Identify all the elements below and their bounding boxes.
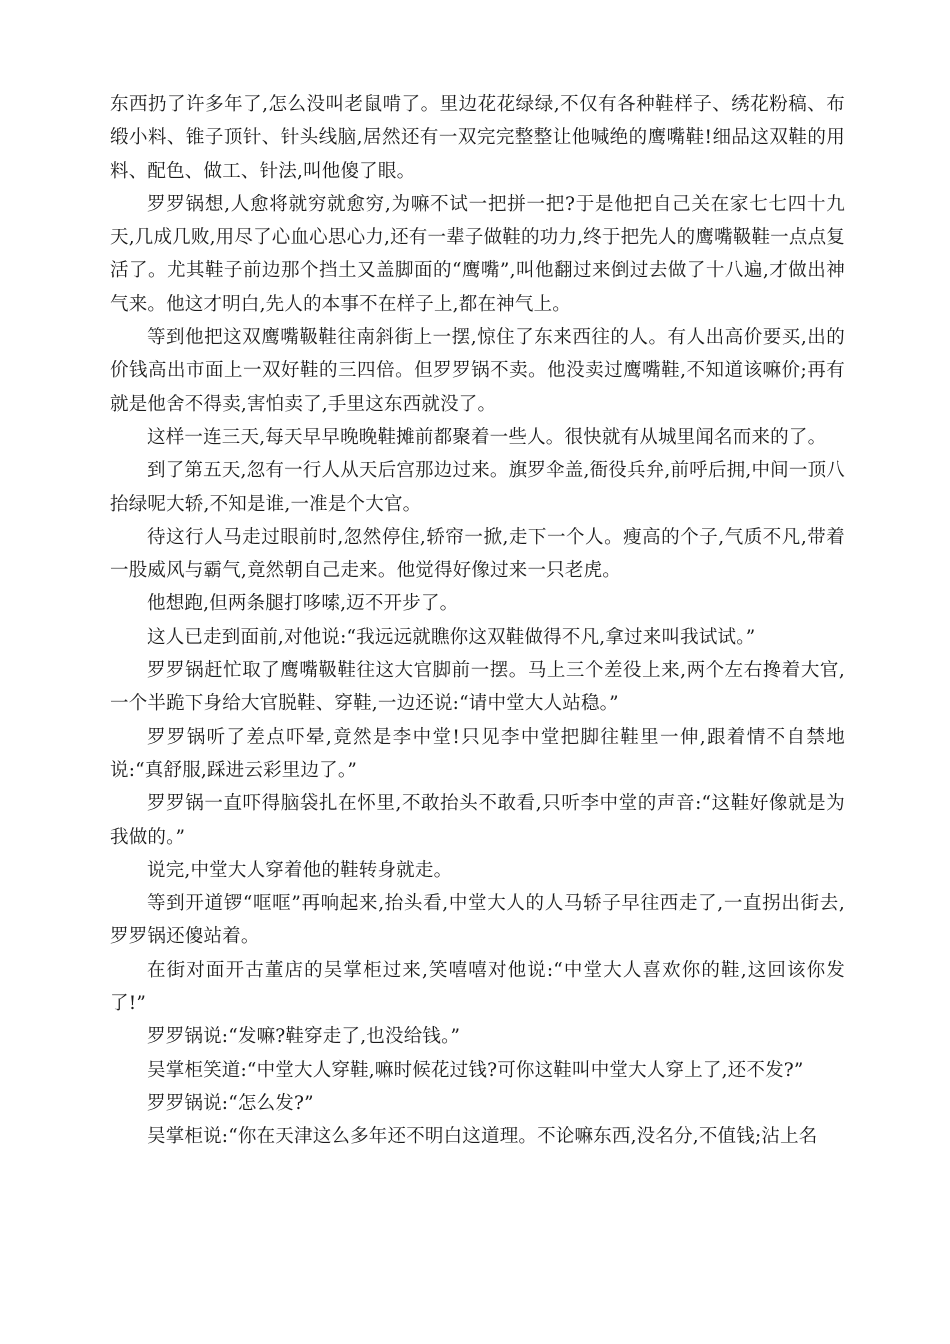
paragraph-8: 这人已走到面前,对他说:“我远远就瞧你这双鞋做得不凡,拿过来叫我试试。” <box>147 626 756 648</box>
article-body <box>110 88 845 1154</box>
paragraph-12: 说完,中堂大人穿着他的鞋转身就走。 <box>147 859 453 881</box>
paragraph-10: 罗罗锅听了差点吓晕,竟然是李中堂!只见李中堂把脚往鞋里一伸,跟着情不自禁地说:“真舒服,踩进云彩里边了。” <box>110 726 845 781</box>
paragraph-2: 罗罗锅想,人愈将就穷就愈穷,为嘛不试一把拼一把?于是他把自己关在家七七四十九天,几成几败,用尽了心血心思心力,还有一辈子做鞋的功力,终于把先人的鹰嘴靸鞋一点点复活了。尤其鞋子前边那个挡土又盖脚面的“鹰嘴”,叫他翻过来倒过去做了十八遍,才做出神气来。他这才明白,先人的本事不在样子上,都在神气上。 <box>110 193 845 315</box>
paragraph-4: 这样一连三天,每天早早晚晚鞋摊前都聚着一些人。很快就有从城里闻名而来的了。 <box>147 426 827 448</box>
paragraph-7: 他想跑,但两条腿打哆嗦,迈不开步了。 <box>147 593 459 615</box>
paragraph-17: 罗罗锅说:“怎么发?” <box>147 1092 314 1114</box>
paragraph-6: 待这行人马走过眼前时,忽然停住,轿帘一掀,走下一个人。瘦高的个子,气质不凡,带着一股威风与霸气,竟然朝自己走来。他觉得好像过来一只老虎。 <box>110 526 845 582</box>
paragraph-13: 等到开道锣“哐哐”再响起来,抬头看,中堂大人的人马轿子早往西走了,一直拐出街去,罗罗锅还傻站着。 <box>110 893 845 948</box>
paragraph-18: 吴掌柜说:“你在天津这么多年还不明白这道理。不论嘛东西,没名分,不值钱;沾上名 <box>147 1126 818 1148</box>
paragraph-14: 在街对面开古董店的吴掌柜过来,笑嘻嘻对他说:“中堂大人喜欢你的鞋,这回该你发了!” <box>110 959 845 1015</box>
paragraph-5: 到了第五天,忽有一行人从天后宫那边过来。旗罗伞盖,衙役兵弁,前呼后拥,中间一顶八抬绿呢大轿,不知是谁,一准是个大官。 <box>110 460 845 515</box>
paragraph-11: 罗罗锅一直吓得脑袋扎在怀里,不敢抬头不敢看,只听李中堂的声音:“这鞋好像就是为我做的。” <box>110 793 845 848</box>
paragraph-9: 罗罗锅赶忙取了鹰嘴靸鞋往这大官脚前一摆。马上三个差役上来,两个左右搀着大官,一个半跪下身给大官脱鞋、穿鞋,一边还说:“请中堂大人站稳。” <box>110 660 845 715</box>
paragraph-1: 东西扔了许多年了,怎么没叫老鼠啃了。里边花花绿绿,不仅有各种鞋样子、绣花粉稿、布缎小料、锥子顶针、针头线脑,居然还有一双完完整整让他喊绝的鹰嘴鞋!细品这双鞋的用料、配色、做工、针法,叫他傻了眼。 <box>110 94 845 182</box>
paragraph-16: 吴掌柜笑道:“中堂大人穿鞋,嘛时候花过钱?可你这鞋叫中堂大人穿上了,还不发?” <box>147 1059 804 1081</box>
paragraph-15: 罗罗锅说:“发嘛?鞋穿走了,也没给钱。” <box>147 1026 461 1048</box>
paragraph-3: 等到他把这双鹰嘴靸鞋往南斜街上一摆,惊住了东来西往的人。有人出高价要买,出的价钱高出市面上一双好鞋的三四倍。但罗罗锅不卖。他没卖过鹰嘴鞋,不知道该嘛价;再有就是他舍不得卖,害怕卖了,手里这东西就没了。 <box>110 327 845 415</box>
